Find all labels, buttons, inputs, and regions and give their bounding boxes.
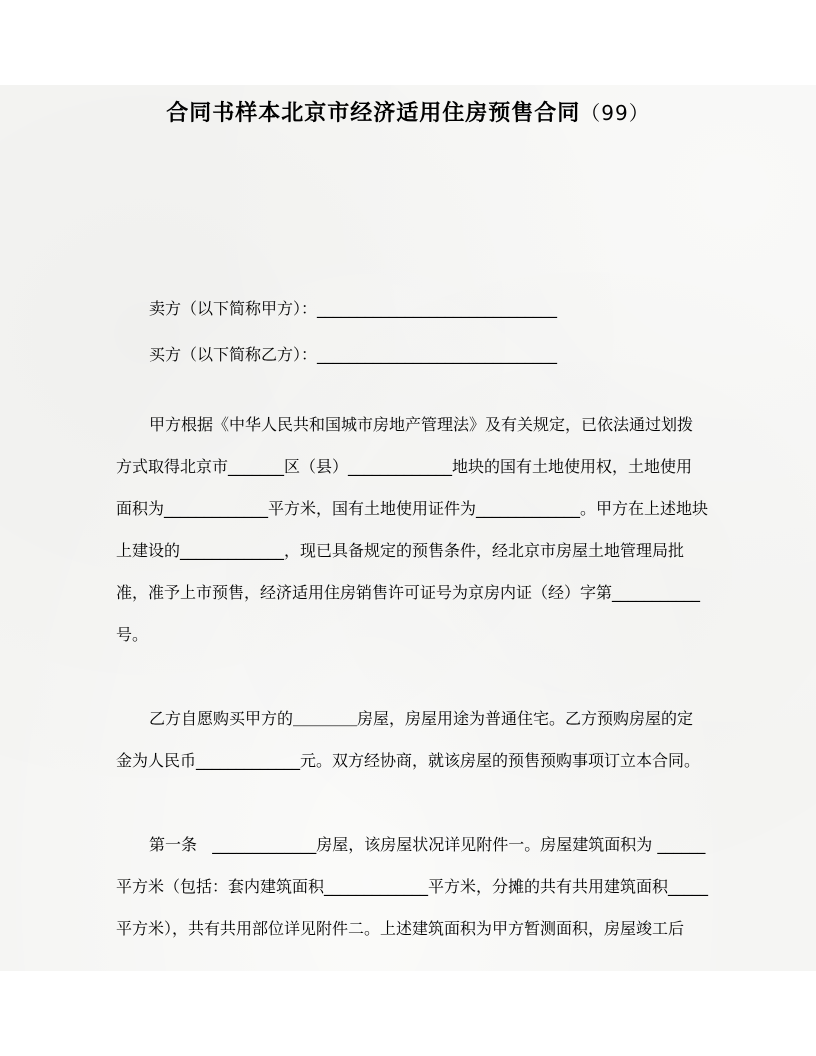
contract-page xyxy=(0,85,816,971)
text-line: 金为人民币_____________元。双方经协商，就该房屋的预售预购事项订立本合同。 xyxy=(116,751,701,770)
party-buyer-line: 买方（以下简称乙方）：______________________________ xyxy=(149,345,558,364)
text-line: 面积为_____________平方米，国有土地使用证件为_____________。甲方在上述地块 xyxy=(116,499,709,518)
paragraph-article-1 xyxy=(116,824,709,950)
text-line: 平方米（包括：套内建筑面积_____________平方米，分摊的共有共用建筑面积_____ xyxy=(116,877,709,896)
text-line: 甲方根据《中华人民共和国城市房地产管理法》及有关规定，已依法通过划拨 xyxy=(149,415,694,434)
text-line: 第一条 _____________房屋，该房屋状况详见附件一。房屋建筑面积为 ______ xyxy=(149,835,706,854)
text-line: 准，准予上市预售，经济适用住房销售许可证号为京房内证（经）字第___________ xyxy=(116,583,701,602)
page-title xyxy=(116,85,700,129)
text-line: 平方米），共有共用部位详见附件二。上述建筑面积为甲方暂测面积，房屋竣工后 xyxy=(116,919,685,938)
text-line: 号。 xyxy=(116,625,149,644)
text-line: 上建设的_____________，现已具备规定的预售条件，经北京市房屋土地管理局批 xyxy=(116,541,685,560)
text-line: 方式取得北京市_______区（县）_____________地块的国有土地使用权，土地使用 xyxy=(116,457,693,476)
paragraph-purchase-intent xyxy=(116,698,700,782)
page-title-suffix: （99） xyxy=(580,101,650,125)
page-content xyxy=(0,85,816,950)
paragraph-land-acquisition xyxy=(116,404,709,656)
page-title-main: 合同书样本北京市经济适用住房预售合同 xyxy=(166,101,581,126)
party-block xyxy=(116,286,700,378)
party-seller-line: 卖方（以下简称甲方）：______________________________ xyxy=(149,299,558,318)
text-line: 乙方自愿购买甲方的＿＿＿＿房屋，房屋用途为普通住宅。乙方预购房屋的定 xyxy=(149,709,694,728)
